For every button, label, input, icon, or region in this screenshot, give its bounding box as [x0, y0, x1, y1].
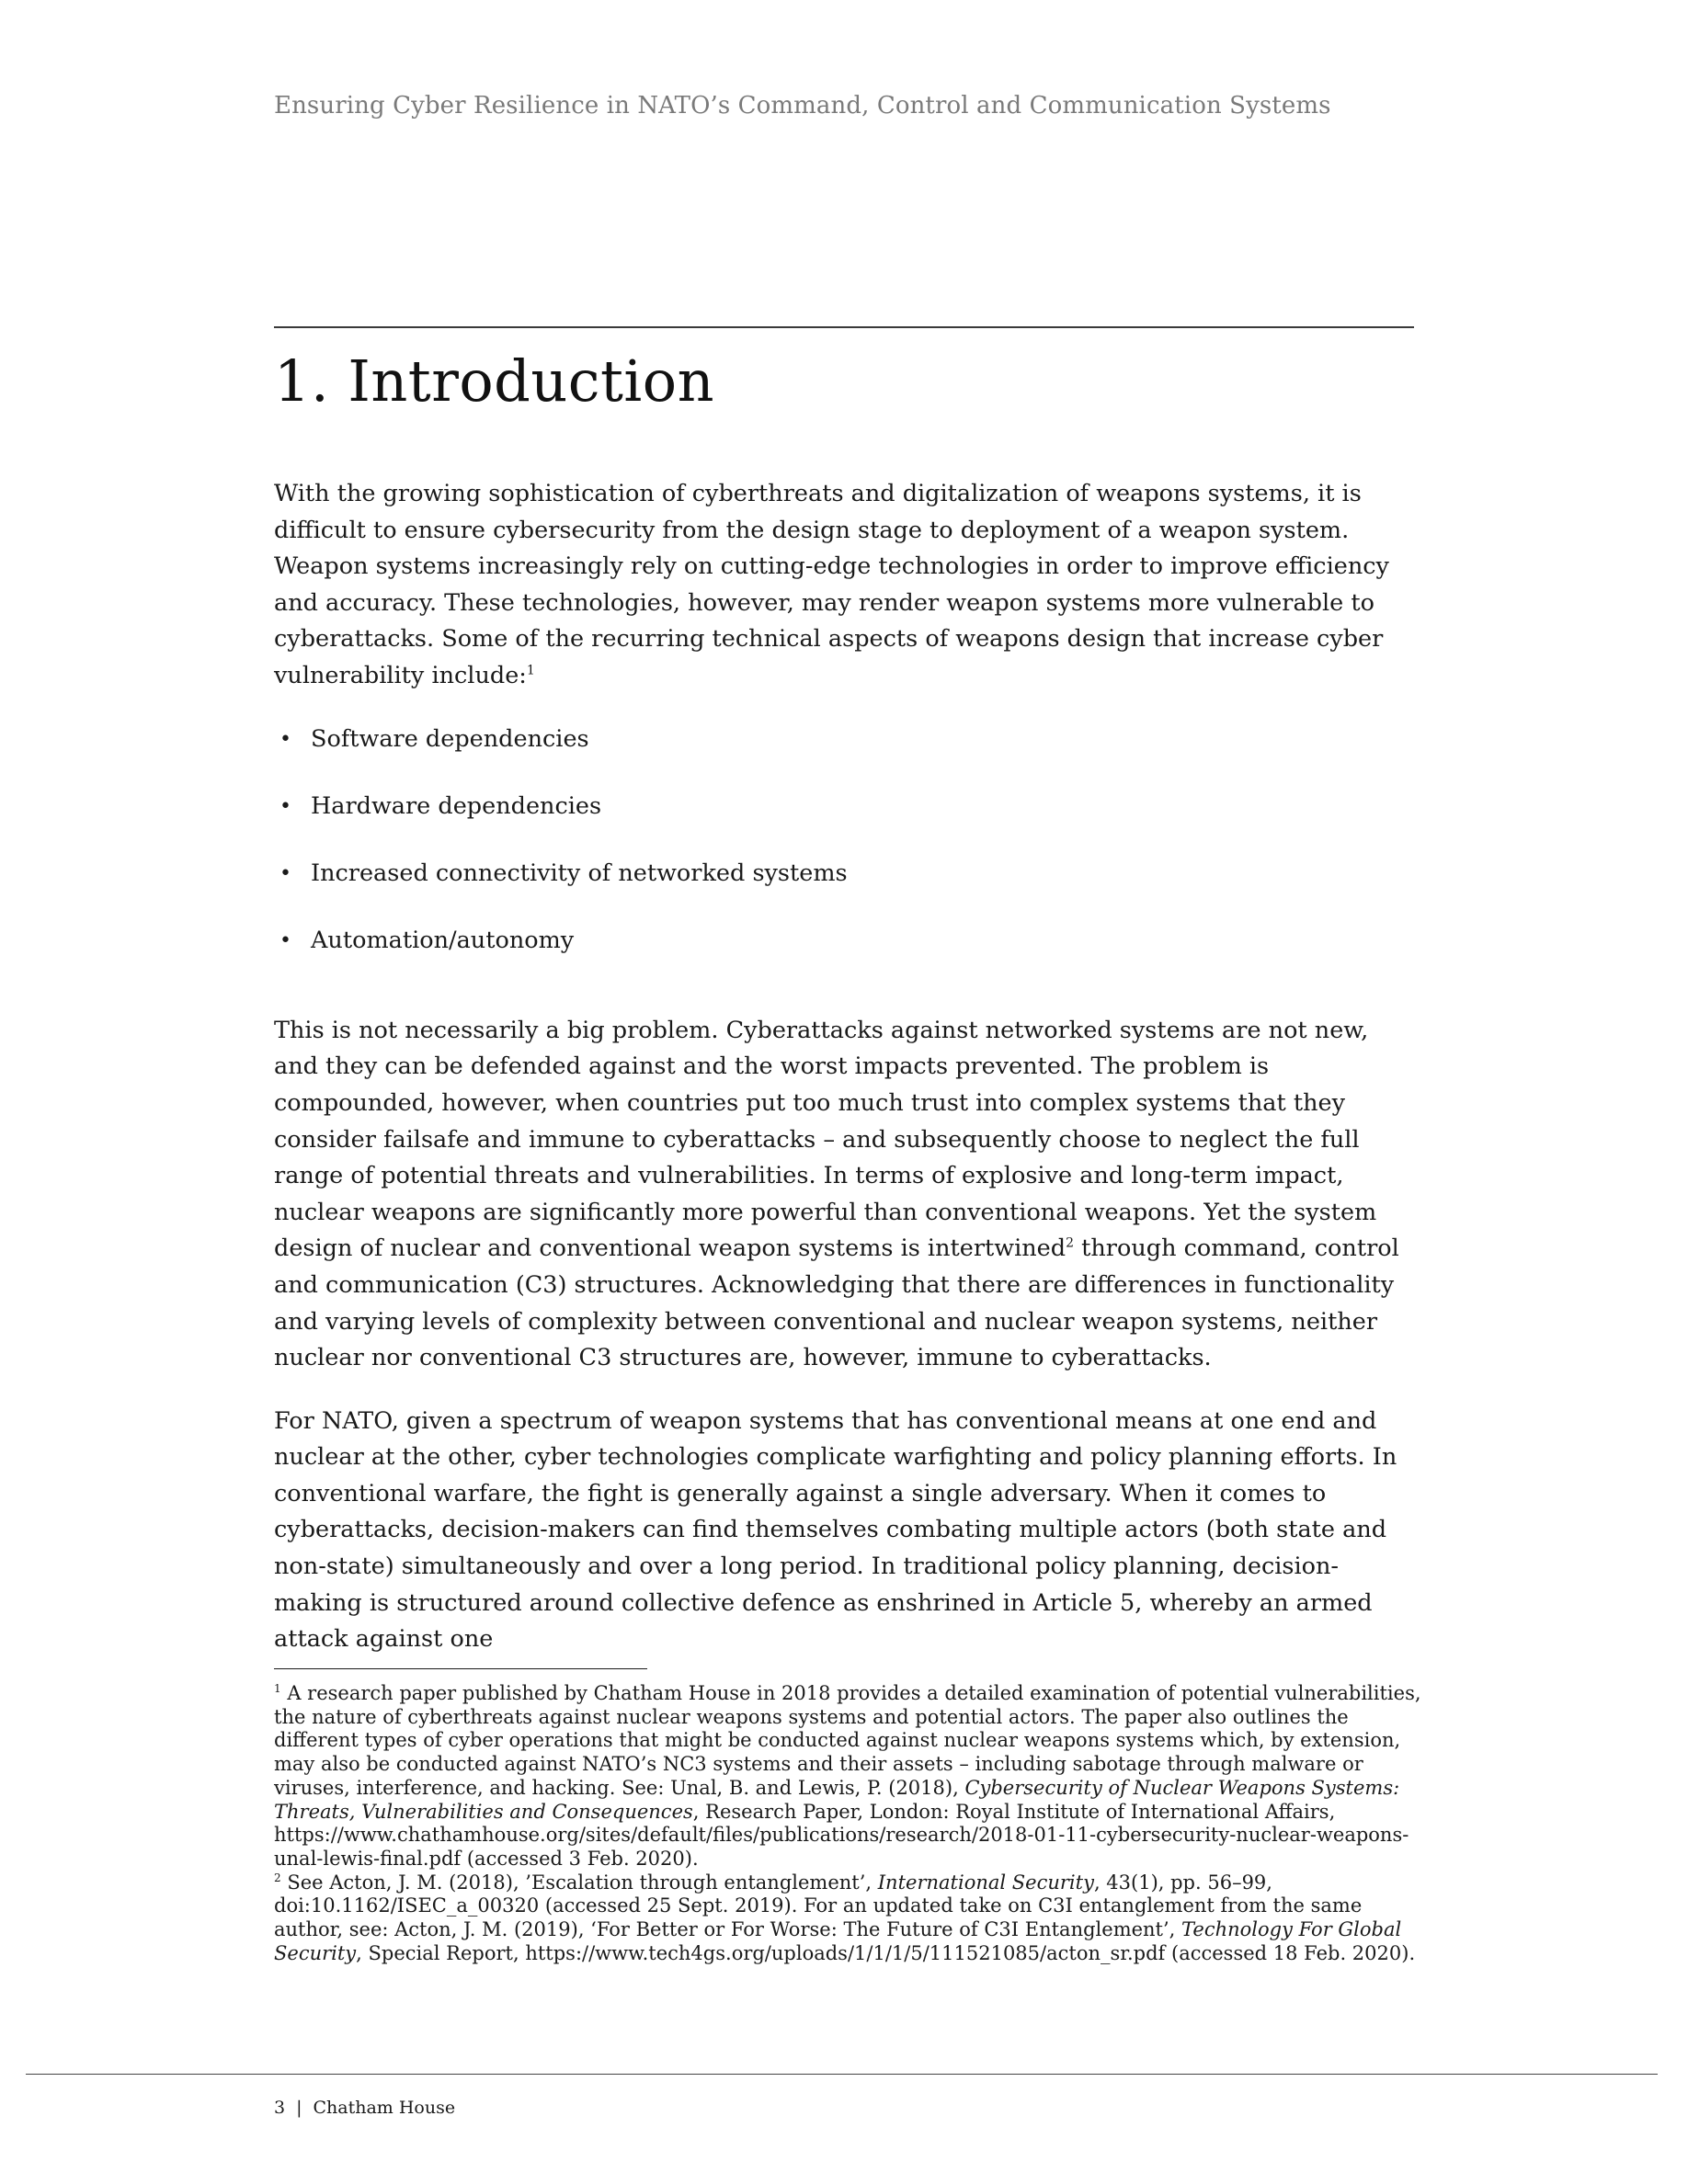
list-item: [274, 856, 1418, 923]
list-item-label: Software dependencies: [311, 724, 589, 753]
paragraph-problem: [274, 1013, 1418, 1377]
footnote-marker-2: 2: [274, 1871, 281, 1884]
page-number: 3: [274, 2098, 286, 2118]
footnote-divider: [274, 1668, 647, 1669]
footnote-1-title: Cybersecurity of Nuclear Weapons Systems: Threats, Vulnerabilities and Consequences: [274, 1776, 1400, 1823]
publisher-name: Chatham House: [313, 2098, 456, 2118]
list-item: [274, 722, 1418, 789]
footnote-2-text-b: , 43(1), pp. 56–99, doi:10.1162/ISEC_a_00320 (accessed 25 Sept. 2019). For an updated take on C3I entanglement from the same author, see: Acton, J. M. (2019), ‘For Better or For Worse: The Future of C3I Entanglement’,: [274, 1871, 1363, 1941]
footnote-2-journal: International Security: [877, 1871, 1094, 1894]
paragraph-intro: [274, 476, 1418, 695]
chapter-title: 1. Introduction: [274, 347, 715, 415]
paragraph-intro-text: With the growing sophistication of cyberthreats and digitalization of weapons systems, it is difficult to ensure cybersecurity from the design stage to deployment of a weapon system. Weapon systems increasingly rely on cutting-edge technologies in order to improve efficiency and accuracy. These technologies, however, may render weapon systems more vulnerable to cyberattacks. Some of the recurring technical aspects of weapons design that increase cyber vulnerability include:: [274, 480, 1389, 689]
footnote-ref-1[interactable]: 1: [526, 663, 535, 678]
footer-divider: [26, 2074, 1658, 2075]
main-body: [274, 476, 1418, 1685]
page-footer: [274, 2098, 455, 2118]
paragraph-problem-text-b: through command, control and communication (C3) structures. Acknowledging that there are differences in functionality and varying levels of complexity between conventional and nuclear weapon systems, neither nuclear nor conventional C3 structures are, however, immune to cyberattacks.: [274, 1234, 1399, 1372]
footnote-ref-2[interactable]: 2: [1066, 1235, 1075, 1251]
footnote-2-text-a: See Acton, J. M. (2018), ’Escalation through entanglement’,: [280, 1871, 878, 1894]
list-item: [274, 789, 1418, 856]
list-item: [274, 923, 1418, 990]
footnote-2-text-c: , Special Report, https://www.tech4gs.org/uploads/1/1/1/5/111521085/acton_sr.pdf (accessed 18 Feb. 2020).: [356, 1941, 1416, 1964]
bullet-icon: •: [279, 862, 291, 886]
footnote-2: [274, 1871, 1423, 1966]
bullet-icon: •: [279, 727, 291, 751]
footer-separator: |: [296, 2098, 302, 2118]
paragraph-nato: For NATO, given a spectrum of weapon systems that has conventional means at one end and nuclear at the other, cyber technologies complicate warfighting and policy planning efforts. In conventional warfare, the fight is generally against a single adversary. When it comes to cyberattacks, decision-makers can find themselves combating multiple actors (both state and non-state) simultaneously and over a long period. In traditional policy planning, decision-making is structured around collective defence as enshrined in Article 5, whereby an armed attack against one: [274, 1406, 1397, 1654]
list-item-label: Increased connectivity of networked systems: [311, 859, 848, 888]
footnote-2-journal-2: Technology For Global Security: [274, 1918, 1402, 1964]
paragraph-problem-text-a: This is not necessarily a big problem. Cyberattacks against networked systems are not new, and they can be defended against and the worst impacts prevented. The problem is compounded, however, when countries put too much trust into complex systems that they consider failsafe and immune to cyberattacks – and subsequently choose to neglect the full range of potential threats and vulnerabilities. In terms of explosive and long-term impact, nuclear weapons are significantly more powerful than conventional weapons. Yet the system design of nuclear and conventional weapon systems is intertwined: [274, 1016, 1377, 1263]
footnotes: [274, 1682, 1423, 1965]
footnote-1-text-a: A research paper published by Chatham House in 2018 provides a detailed examination of potential vulnerabilities, the nature of cyberthreats against nuclear weapons systems and potential actors. The paper also outlines the different types of cyber operations that might be conducted against nuclear weapons systems which, by extension, may also be conducted against NATO’s NC3 systems and their assets – including sabotage through malware or viruses, interference, and hacking. See: Unal, B. and Lewis, P. (2018),: [274, 1682, 1421, 1799]
list-item-label: Hardware dependencies: [311, 791, 602, 820]
title-divider: [274, 326, 1414, 328]
footnote-marker-1: 1: [274, 1682, 281, 1695]
bullet-icon: •: [279, 794, 291, 818]
vulnerability-list: [274, 722, 1418, 991]
list-item-label: Automation/autonomy: [311, 927, 575, 955]
running-header: Ensuring Cyber Resilience in NATO’s Command, Control and Communication Systems: [274, 92, 1331, 119]
footnote-1-text-b: , Research Paper, London: Royal Institute of International Affairs, https://www.chathamhouse.org/sites/default/files/publications/research/2018-01-11-cybersecurity-nuclear-weapons-unal-lewis-final.pdf (accessed 3 Feb. 2020).: [274, 1800, 1409, 1870]
bullet-icon: •: [279, 929, 291, 953]
footnote-1: [274, 1682, 1423, 1871]
